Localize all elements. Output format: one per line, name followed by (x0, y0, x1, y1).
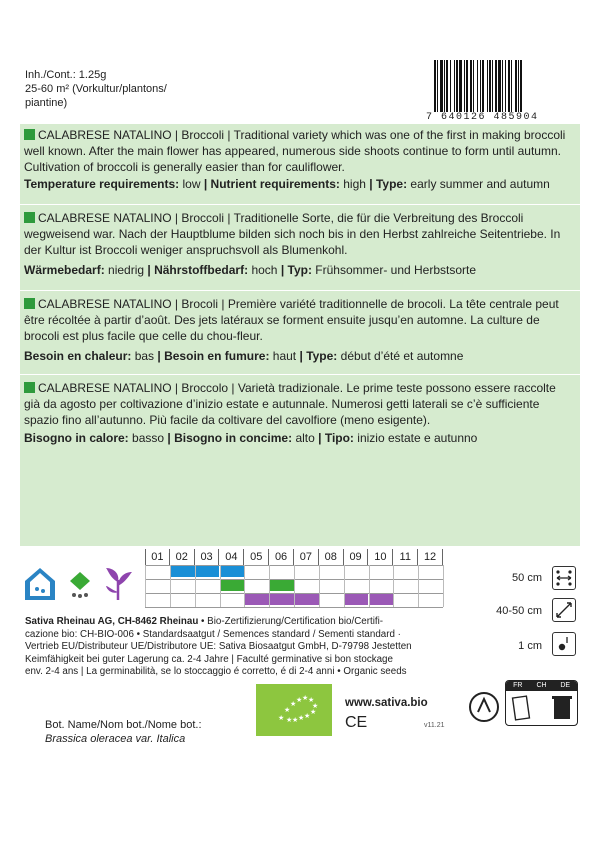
label-fr: FR (513, 682, 523, 689)
divider (20, 374, 580, 375)
plant-spacing-icon (552, 598, 576, 622)
desc-de: CALABRESE NATALINO | Broccoli | Traditionelle Sorte, die für die Verbreitung des Broccoli wegweisend war. Nach der Hauptblume bilden sich noch bis in den Herbst zahlreiche Seitentriebe. In der Kultur ist Broccoli weniger anspruchsvoll als Blumenkohl. (24, 211, 561, 257)
company-line-3: Vertrieb EU/Distributeur UE/Distributore UE: Sativa Biosaatgut GmbH, D-79798 Jestetten (25, 641, 412, 653)
barcode-bar (505, 60, 506, 112)
desc-it: CALABRESE NATALINO | Broccolo | Varietà tradizionale. Le prime teste possono essere raccolte già da agosto per coltivazione d’inizio estate e autunnale. Numerosi getti laterali se c’è sufficiente spazio fino all’autunno. Più facile da coltivare del cavolfiore (meno esigente). (24, 381, 556, 427)
barcode-bar (508, 60, 510, 112)
barcode-bar (518, 60, 519, 112)
contents-line-3: piantine) (25, 97, 68, 109)
eu-star-icon: ★ (278, 715, 285, 722)
barcode-bar (480, 60, 481, 112)
company-line-4: Keimfähigkeit bei guter Lagerung ca. 2-4 Jahre | Faculté germinative si bon stockage (25, 653, 393, 665)
eu-star-icon: ★ (286, 717, 293, 724)
props-fr: Besoin en chaleur: bas | Besoin en fumure: haut | Type: début d’été et automne (24, 349, 464, 363)
calendar-bar-harvest (370, 594, 394, 605)
barcode-bar (511, 60, 512, 112)
block-en (20, 125, 580, 192)
contents-line-2: 25-60 m² (Vorkultur/plantons/ (25, 83, 167, 95)
eu-star-icon: ★ (298, 715, 305, 722)
eu-organic-logo (256, 684, 332, 736)
calendar-month: 06 (269, 549, 294, 565)
barcode-bar (482, 60, 484, 112)
barcode-bar (444, 60, 445, 112)
green-square-icon (24, 129, 35, 140)
calendar-bar-harvest (245, 594, 269, 605)
eu-star-icon: ★ (304, 713, 311, 720)
row-spacing-icon (552, 566, 576, 590)
contents-line-1: Inh./Cont.: 1.25g (25, 69, 107, 81)
eu-star-icon: ★ (296, 697, 303, 704)
props-de: Wärmebedarf: niedrig | Nährstoffbedarf: hoch | Typ: Frühsommer- und Herbstsorte (24, 263, 477, 277)
barcode-bar (434, 60, 436, 112)
version: v11.21 (424, 722, 445, 729)
company-line-2: cazione bio: CH-BIO-006 • Standardsaatgut / Semences standard / Sementi standard · (25, 628, 401, 640)
barcode-bar (492, 60, 493, 112)
sowing-depth-label: 1 cm (518, 640, 542, 652)
eu-star-icon: ★ (284, 707, 291, 714)
green-square-icon (24, 212, 35, 223)
ce-mark: CE (345, 714, 368, 731)
props-en: Temperature requirements: low | Nutrient requirements: high | Type: early summer and autumn (24, 177, 550, 191)
block-fr (20, 294, 580, 364)
barcode-bar (473, 60, 474, 112)
barcode-bar (470, 60, 472, 112)
botanical-name (45, 718, 202, 746)
calendar-bar-indoor-sowing (196, 566, 220, 577)
eu-star-icon: ★ (310, 709, 317, 716)
calendar-gridline (443, 565, 444, 607)
calendar-month: 03 (195, 549, 220, 565)
barcode-bar (477, 60, 478, 112)
sorting-info-box (505, 680, 578, 726)
block-de (20, 208, 580, 278)
props-it: Bisogno in calore: basso | Bisogno in concime: alto | Tipo: inizio estate e autunno (24, 431, 478, 445)
divider (20, 290, 580, 291)
desc-fr: CALABRESE NATALINO | Brocoli | Première variété traditionnelle de brocoli. La tête centrale peut être récoltée à partir d’août. Des jets latéraux se forment ensuite jusqu’en automne. La culture de brocoli est plus facile que celle du chou-fleur. (24, 297, 559, 343)
desc-en: CALABRESE NATALINO | Broccoli | Traditional variety which was one of the first in making broccoli well known. After the main flower has appeared, numerous side shoots continue to form until autumn. Cultivation of broccoli is generally easier than for cauliflower. (24, 128, 566, 174)
barcode-bar (446, 60, 448, 112)
calendar-month: 10 (369, 549, 394, 565)
sorting-icons (506, 691, 578, 725)
sowing-calendar (145, 549, 443, 607)
calendar-month: 11 (393, 549, 418, 565)
calendar-bar-indoor-sowing (221, 566, 245, 577)
calendar-month: 08 (319, 549, 344, 565)
recycling-triman-icon (468, 690, 500, 724)
outdoor-sowing-icon (66, 572, 94, 600)
eu-star-icon: ★ (292, 717, 299, 724)
calendar-month: 01 (145, 549, 170, 565)
barcode-bar (487, 60, 488, 112)
plant-spacing-label: 40-50 cm (496, 605, 542, 617)
calendar-bar-harvest (345, 594, 369, 605)
eu-star-icon: ★ (308, 697, 315, 704)
barcode-bar (502, 60, 503, 112)
calendar-bar-outdoor-sowing (221, 580, 245, 591)
calendar-bar-indoor-sowing (171, 566, 195, 577)
sowing-depth-icon (552, 632, 576, 656)
calendar-month: 05 (244, 549, 269, 565)
barcode-bar (495, 60, 497, 112)
barcode-bar (450, 60, 451, 112)
calendar-gridline (393, 565, 394, 607)
calendar-bar-harvest (295, 594, 319, 605)
calendar-month: 07 (294, 549, 319, 565)
barcode-bar (459, 60, 462, 112)
calendar-month: 09 (344, 549, 369, 565)
barcode-number: 7 640126 485904 (426, 112, 539, 123)
company-line-1: Sativa Rheinau AG, CH-8462 Rheinau • Bio-Zertifizierung/Certification bio/Certifi- (25, 616, 384, 627)
sorting-header (506, 681, 577, 691)
calendar-month: 02 (170, 549, 195, 565)
eu-star-icon: ★ (290, 701, 297, 708)
divider (20, 204, 580, 205)
barcode-bar (520, 60, 522, 112)
barcode-bar (466, 60, 468, 112)
barcode-bar (437, 60, 438, 112)
description-panel (20, 124, 580, 546)
harvest-plant-icon (102, 566, 134, 602)
botanical-latin: Brassica oleracea var. Italica (45, 733, 186, 745)
barcode-bar (454, 60, 455, 112)
block-it (20, 378, 580, 446)
calendar-gridline (145, 565, 146, 607)
eu-star-icon: ★ (312, 703, 319, 710)
barcode-bar (440, 60, 443, 112)
greenhouse-sowing-icon (24, 567, 56, 601)
green-square-icon (24, 382, 35, 393)
calendar-gridline (319, 565, 320, 607)
barcode-bar (515, 60, 517, 112)
label-de: DE (560, 682, 571, 689)
barcode-bar (498, 60, 501, 112)
barcode-bar (489, 60, 491, 112)
calendar-month: 12 (418, 549, 443, 565)
row-spacing-label: 50 cm (512, 572, 542, 584)
company-line-5: env. 2-4 ans | La germinabilità, se lo stoccaggio é corretto, é di 2-4 anni • Organic seeds (25, 666, 407, 678)
green-square-icon (24, 298, 35, 309)
barcode-bar (464, 60, 465, 112)
barcode-bar (456, 60, 458, 112)
calendar-month: 04 (220, 549, 245, 565)
label-ch: CH (536, 682, 547, 689)
website: www.sativa.bio (345, 697, 428, 709)
company-info (25, 616, 465, 679)
calendar-gridline (418, 565, 419, 607)
calendar-bar-harvest (270, 594, 294, 605)
eu-star-icon: ★ (302, 695, 309, 702)
calendar-bar-outdoor-sowing (270, 580, 294, 591)
botanical-label: Bot. Name/Nom bot./Nome bot.: (45, 719, 202, 731)
barcode (432, 60, 552, 112)
calendar-gridline (145, 607, 443, 608)
contents-info (25, 68, 185, 110)
